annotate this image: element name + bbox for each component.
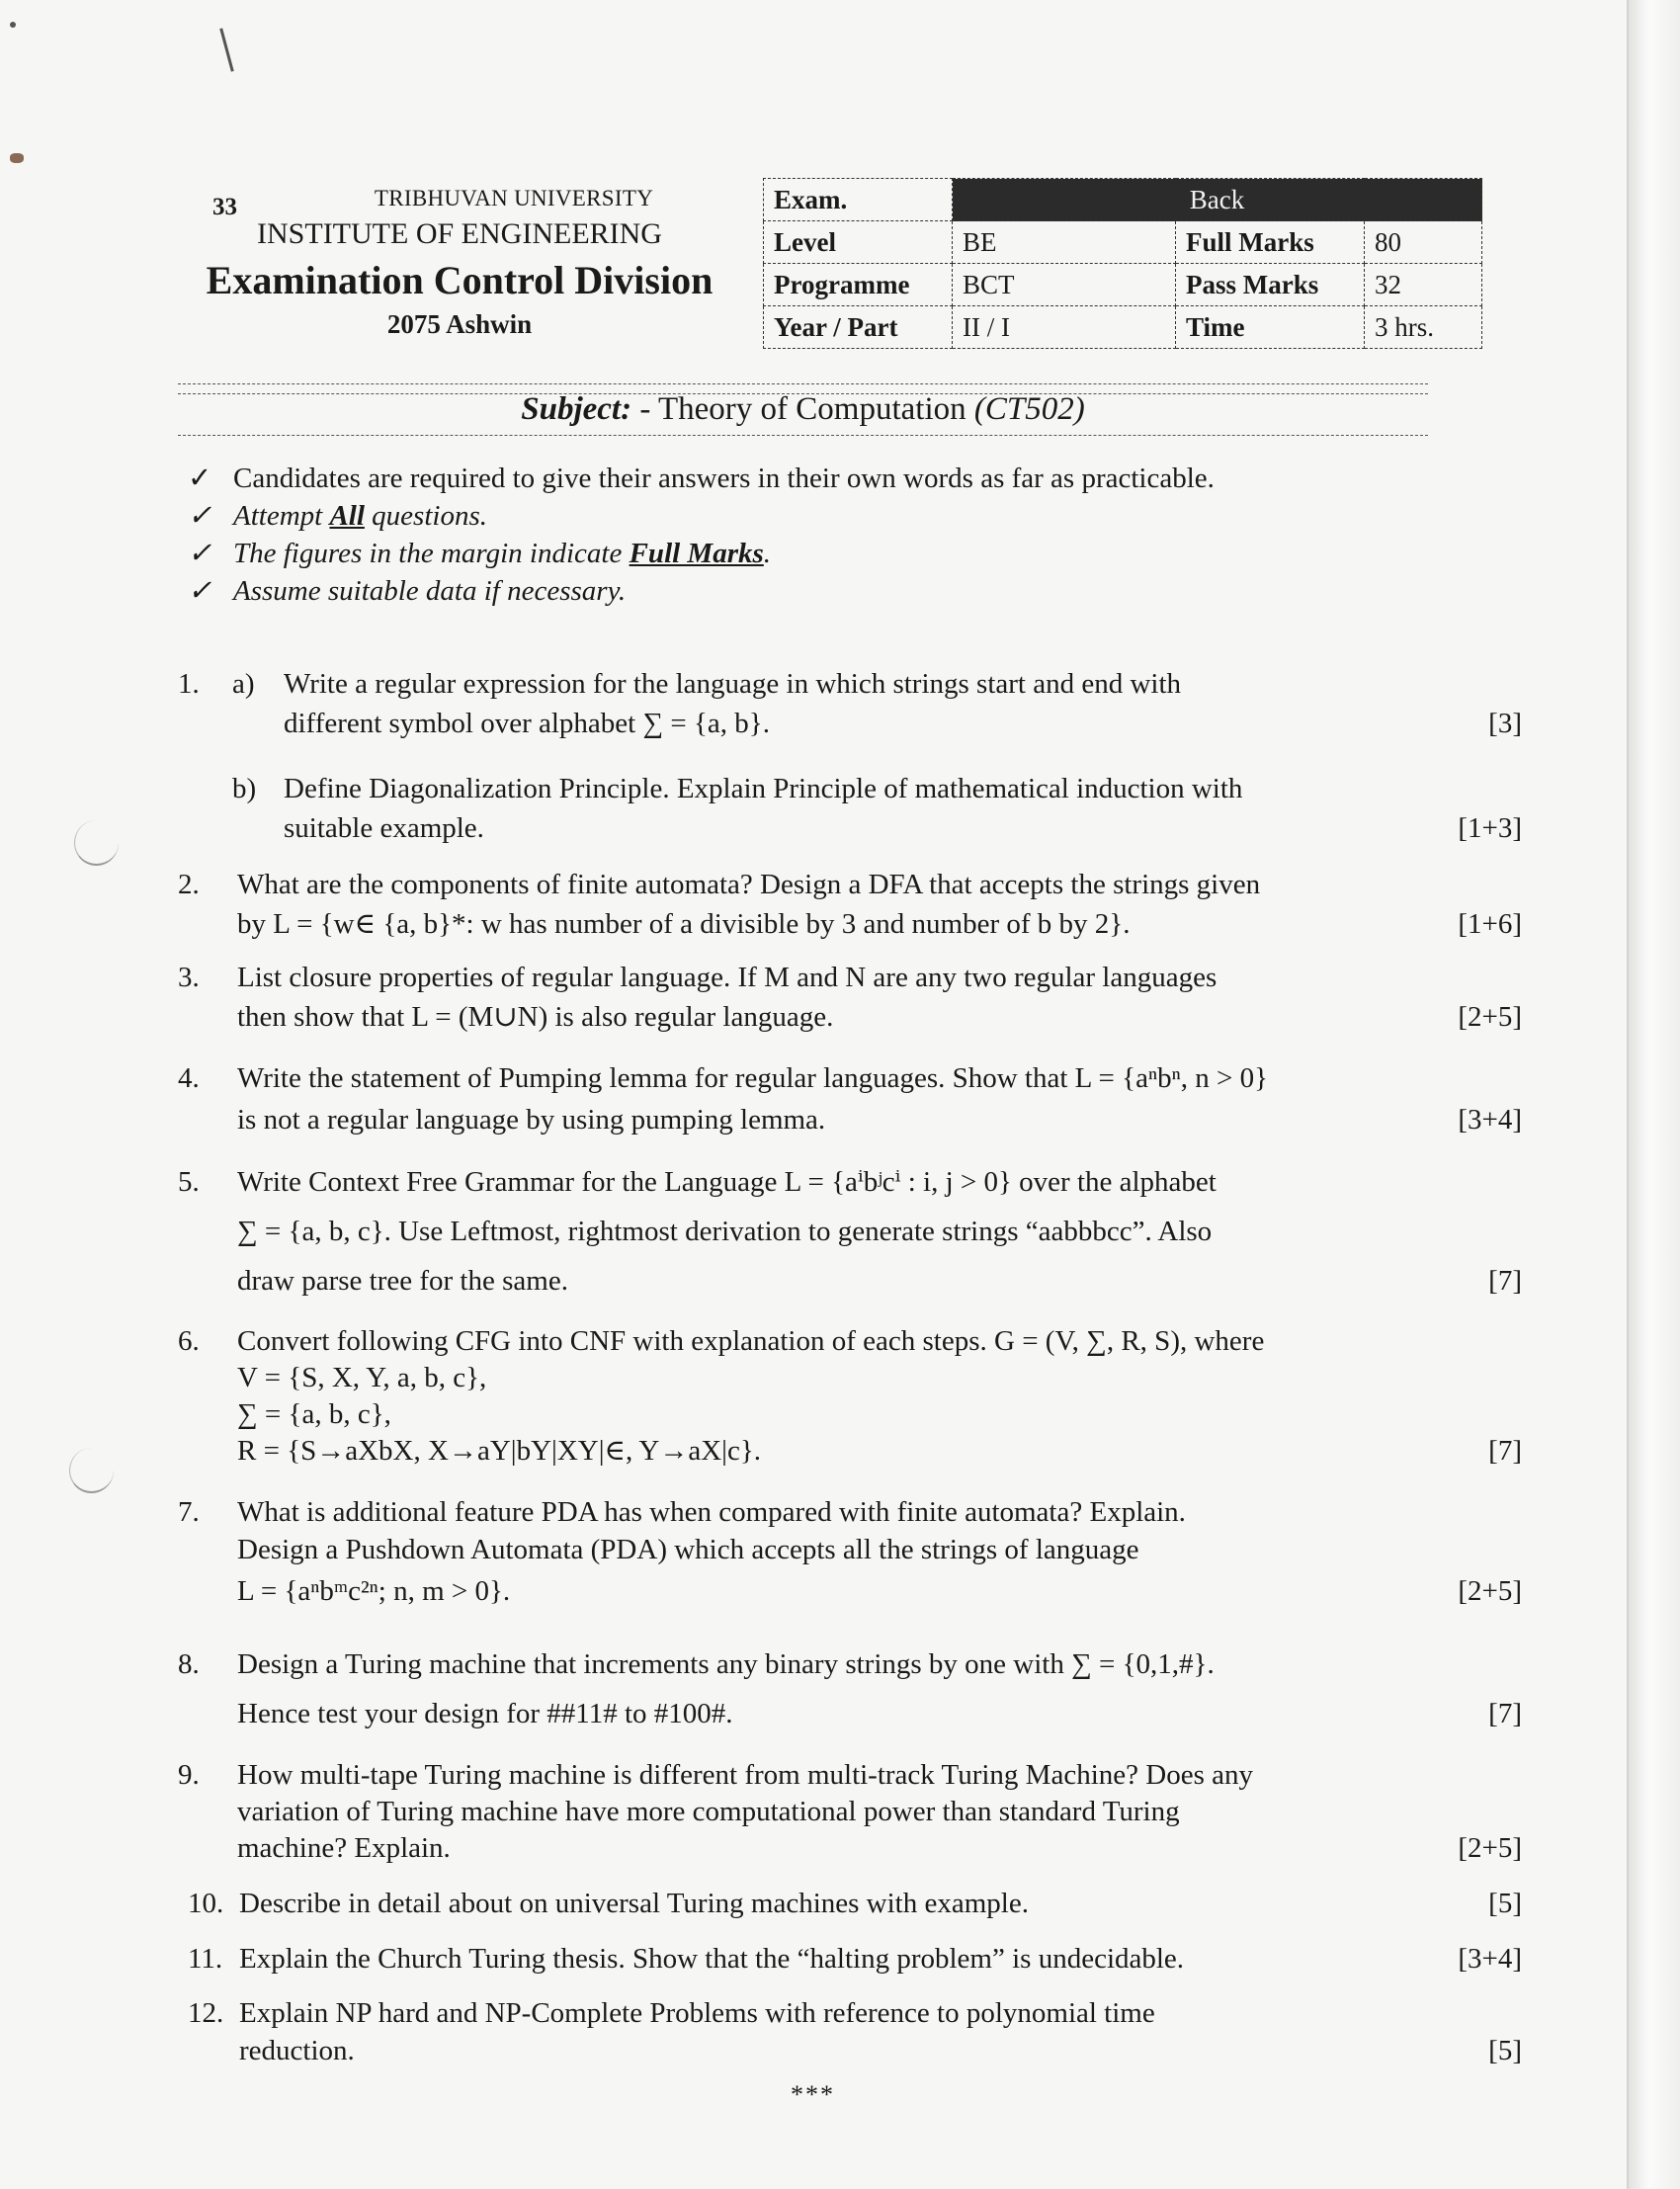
- question-text: List closure properties of regular language. If M and N are any two regular languages: [237, 962, 1218, 993]
- question-number: 7.: [178, 1496, 200, 1528]
- time-value: 3 hrs.: [1365, 306, 1482, 349]
- exam-value: Back: [953, 179, 1482, 221]
- question-text: What is additional feature PDA has when compared with finite automata? Explain.: [237, 1496, 1186, 1528]
- question-text: ∑ = {a, b, c}. Use Leftmost, rightmost derivation to generate strings “aabbbcc”. Also: [237, 1216, 1213, 1247]
- question-text: Describe in detail about on universal Turing machines with example.: [239, 1888, 1029, 1919]
- question-1b: [178, 769, 1522, 858]
- question-10: [178, 1884, 1522, 1923]
- pass-marks-label: Pass Marks: [1176, 264, 1365, 306]
- instruction-text: Candidates are required to give their answers in their own words as far as practicable.: [233, 463, 1215, 494]
- exam-info-table: [763, 178, 1482, 349]
- question-text: How multi-tape Turing machine is different from multi-track Turing Machine? Does any: [237, 1759, 1253, 1791]
- question-number: 11.: [188, 1943, 223, 1975]
- page-edge: [1627, 0, 1680, 2189]
- question-text: Explain NP hard and NP-Complete Problems with reference to polynomial time: [239, 1997, 1155, 2029]
- time-label: Time: [1176, 306, 1365, 349]
- punch-hole: [69, 1448, 114, 1493]
- question-2: [178, 865, 1522, 944]
- question-text: What are the components of finite automata? Design a DFA that accepts the strings given: [237, 869, 1261, 900]
- subpart-label: b): [232, 773, 257, 804]
- instruction-item: [188, 572, 1215, 610]
- question-number: 3.: [178, 962, 200, 993]
- instruction-part: The figures in the margin indicate: [233, 538, 630, 569]
- divider: [178, 383, 1428, 384]
- question-9: [178, 1755, 1522, 1874]
- exam-session: 2075 Ashwin: [386, 309, 533, 339]
- level-value: BE: [953, 221, 1176, 264]
- subpart-label: a): [232, 668, 255, 700]
- question-text: Convert following CFG into CNF with explanation of each steps. G = (V, ∑, R, S), where: [237, 1325, 1265, 1357]
- university-name: TRIBHUVAN UNIVERSITY: [374, 186, 654, 210]
- question-text: Write the statement of Pumping lemma for regular languages. Show that L = {aⁿbⁿ, n > 0}: [237, 1062, 1268, 1094]
- question-text: suitable example.: [284, 812, 484, 844]
- question-5: [178, 1162, 1522, 1301]
- subject-dash: -: [631, 391, 658, 427]
- question-text: Design a Turing machine that increments any binary strings by one with ∑ = {0,1,#}.: [237, 1648, 1215, 1680]
- question-text: variation of Turing machine have more computational power than standard Turing: [237, 1796, 1180, 1827]
- year-part-label: Year / Part: [764, 306, 953, 349]
- instruction-item: [188, 460, 1215, 497]
- question-text: ∑ = {a, b, c},: [237, 1398, 391, 1430]
- table-row: [764, 306, 1482, 349]
- subject-label: Subject:: [521, 391, 632, 427]
- question-4: [178, 1058, 1522, 1137]
- question-number: 2.: [178, 869, 200, 900]
- division-name: Examination Control Division: [206, 258, 714, 302]
- question-number: 6.: [178, 1325, 200, 1357]
- question-3: [178, 958, 1522, 1037]
- question-text: V = {S, X, Y, a, b, c},: [237, 1362, 487, 1393]
- scan-mark: [219, 28, 234, 71]
- divider: [178, 435, 1428, 436]
- question-text: Write Context Free Grammar for the Language L = {aⁱbʲcⁱ : i, j > 0} over the alphabet: [237, 1166, 1217, 1198]
- end-marker: ***: [791, 2080, 835, 2109]
- question-1a: [178, 664, 1522, 753]
- question-marks: [7]: [1488, 1435, 1522, 1467]
- instruction-text: [233, 497, 487, 535]
- subject-name: Theory of Computation: [658, 391, 966, 427]
- table-row: [764, 264, 1482, 306]
- exam-label: Exam.: [764, 179, 953, 221]
- checkmark-icon: ✓: [188, 463, 212, 494]
- question-text: Design a Pushdown Automata (PDA) which accepts all the strings of language: [237, 1534, 1139, 1565]
- programme-value: BCT: [953, 264, 1176, 306]
- question-text: reduction.: [239, 2035, 355, 2066]
- question-marks: [3+4]: [1458, 1943, 1522, 1975]
- question-marks: [2+5]: [1458, 1001, 1522, 1033]
- question-text: Define Diagonalization Principle. Explain Principle of mathematical induction with: [284, 773, 1243, 804]
- question-text: R = {S→aXbX, X→aY|bY|XY|∈, Y→aX|c}.: [237, 1435, 762, 1467]
- question-marks: [2+5]: [1458, 1575, 1522, 1607]
- question-number: 8.: [178, 1648, 200, 1680]
- question-text: then show that L = (M∪N) is also regular language.: [237, 1001, 834, 1033]
- punch-hole: [74, 820, 119, 866]
- question-text: machine? Explain.: [237, 1832, 451, 1864]
- instruction-item: [188, 497, 1215, 535]
- question-number: 4.: [178, 1062, 200, 1094]
- question-8: [178, 1644, 1522, 1733]
- instruction-part: questions.: [364, 500, 487, 532]
- question-text: Explain the Church Turing thesis. Show that the “halting problem” is undecidable.: [239, 1943, 1185, 1975]
- question-marks: [5]: [1488, 2035, 1522, 2066]
- instruction-text: Assume suitable data if necessary.: [233, 575, 627, 607]
- question-text: Write a regular expression for the language in which strings start and end with: [284, 668, 1182, 700]
- question-marks: [3+4]: [1458, 1104, 1522, 1136]
- checkmark-icon: ✓: [188, 575, 212, 607]
- scan-mark: [10, 22, 16, 28]
- question-text: different symbol over alphabet ∑ = {a, b}.: [284, 708, 770, 739]
- table-row: [764, 221, 1482, 264]
- checkmark-icon: ✓: [188, 500, 212, 532]
- question-marks: [1+3]: [1458, 812, 1522, 844]
- full-marks-label: Full Marks: [1176, 221, 1365, 264]
- instruction-part: .: [763, 538, 772, 569]
- question-text: L = {aⁿbᵐc²ⁿ; n, m > 0}.: [237, 1575, 511, 1607]
- question-6: [178, 1321, 1522, 1479]
- full-marks-value: 80: [1365, 221, 1482, 264]
- question-marks: [7]: [1488, 1698, 1522, 1729]
- question-text: is not a regular language by using pumping lemma.: [237, 1104, 826, 1136]
- subject-code: (CT502): [973, 391, 1085, 427]
- instruction-item: [188, 535, 1215, 572]
- question-marks: [7]: [1488, 1265, 1522, 1297]
- question-12: [178, 1993, 1522, 2072]
- question-text: by L = {w∈ {a, b}*: w has number of a divisible by 3 and number of b by 2}.: [237, 908, 1131, 940]
- question-marks: [1+6]: [1458, 908, 1522, 940]
- instruction-emphasis: All: [329, 500, 365, 532]
- question-number: 9.: [178, 1759, 200, 1791]
- question-marks: [5]: [1488, 1888, 1522, 1919]
- programme-label: Programme: [764, 264, 953, 306]
- instruction-text: [233, 535, 771, 572]
- table-row: [764, 179, 1482, 221]
- question-text: Hence test your design for ##11# to #100#.: [237, 1698, 733, 1729]
- institute-name: INSTITUTE OF ENGINEERING: [257, 217, 662, 250]
- question-marks: [2+5]: [1458, 1832, 1522, 1864]
- question-number: 12.: [188, 1997, 224, 2029]
- checkmark-icon: ✓: [188, 538, 212, 569]
- instruction-part: Attempt: [233, 500, 330, 532]
- paper-code: 33: [212, 194, 237, 220]
- question-marks: [3]: [1488, 708, 1522, 739]
- question-number: 1.: [178, 668, 200, 700]
- year-part-value: II / I: [953, 306, 1176, 349]
- subject-line: [178, 391, 1428, 428]
- instruction-emphasis: Full Marks: [629, 538, 764, 569]
- instructions: [188, 460, 1215, 610]
- question-11: [178, 1939, 1522, 1979]
- question-7: [178, 1492, 1522, 1621]
- header-institution: [168, 186, 751, 340]
- question-text: draw parse tree for the same.: [237, 1265, 568, 1297]
- level-label: Level: [764, 221, 953, 264]
- question-number: 5.: [178, 1166, 200, 1198]
- pass-marks-value: 32: [1365, 264, 1482, 306]
- scan-mark: [10, 153, 24, 163]
- question-number: 10.: [188, 1888, 224, 1919]
